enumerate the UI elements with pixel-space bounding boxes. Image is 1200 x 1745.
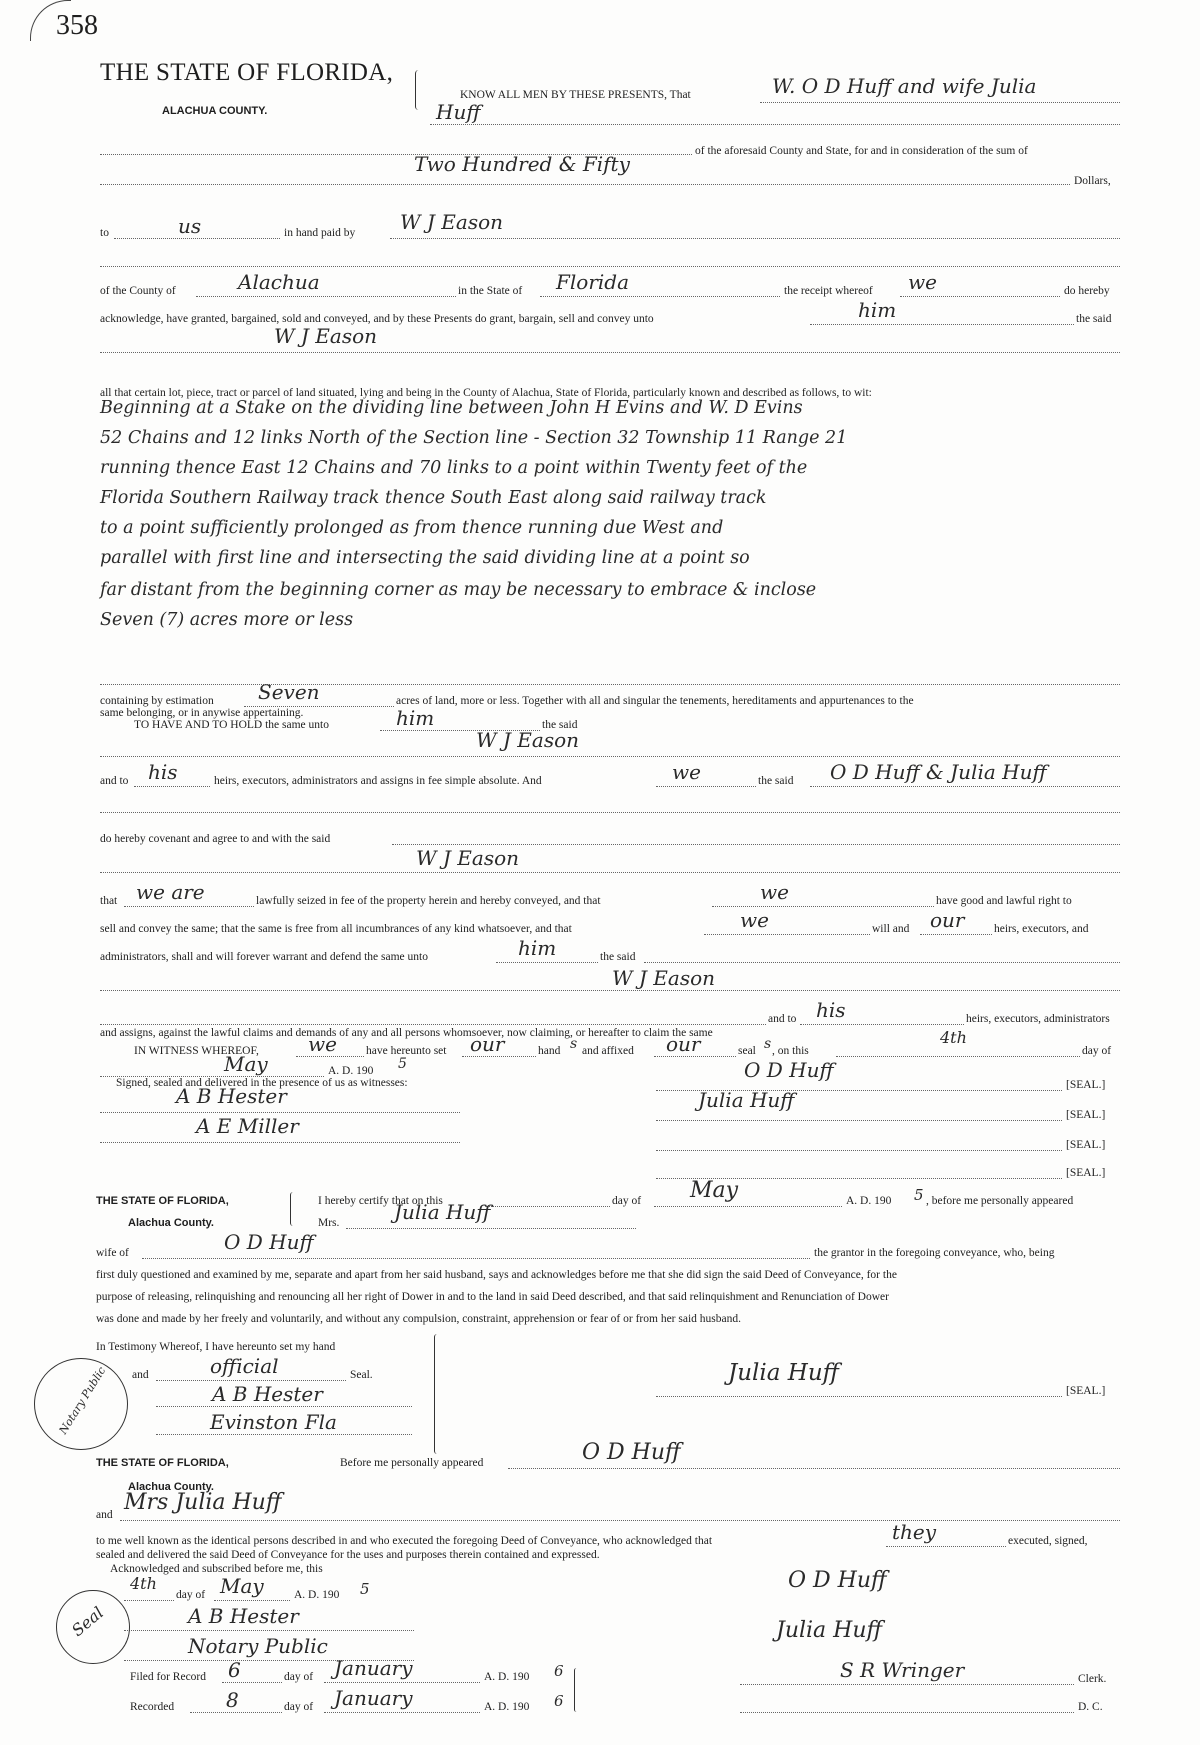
rule [100,1112,460,1113]
year-handwritten: 5 [360,1580,370,1598]
filed-year-handwritten: 6 [554,1662,564,1680]
known-text: to me well known as the identical persons described in and who executed the foregoing Deed of Conveyance, who acknowledged that [96,1535,713,1547]
rule [222,1682,282,1683]
rule [800,1024,964,1025]
rule [704,934,870,935]
rule [508,1468,1120,1469]
clerk-signature: S R Wringer [840,1658,965,1682]
mrs-label: Mrs. [318,1217,340,1229]
seal-bracket: [SEAL.] [1066,1079,1106,1091]
seal-bracket: [SEAL.] [1066,1139,1106,1151]
dc-label: D. C. [1078,1701,1103,1713]
page-number: 358 [56,10,98,41]
husband-handwritten: O D Huff [224,1230,314,1254]
and-affixed-label: and affixed [582,1045,634,1057]
rule [810,786,1120,787]
we-handwritten: we [740,908,769,932]
seized-text: lawfully seized in fee of the property herein and hereby conveyed, and that [256,895,601,907]
testimony-text: In Testimony Whereof, I have hereunto set my hand [96,1341,336,1353]
rule [656,1150,1062,1151]
rule [900,296,1060,297]
day-of-label: day of [176,1589,206,1601]
rule [156,1380,346,1381]
seal-bracket: [SEAL.] [1066,1109,1106,1121]
description-intro: all that certain lot, piece, tract or parcel of land situated, lying and being in the County of Alachua, State of Florida, particularly known and described as follows, to wit: [100,387,872,399]
year-handwritten: 5 [398,1056,407,1072]
rule [656,1120,1062,1121]
before-me-text: Before me personally appeared [340,1457,484,1469]
grantee-handwritten: W J Eason [612,966,715,990]
county-label: of the County of [100,285,176,297]
our-handwritten: our [470,1032,505,1056]
county-heading: ALACHUA COUNTY. [162,105,268,117]
filed-month-handwritten: January [334,1656,413,1680]
rule [712,906,934,907]
s-handwritten: s [570,1036,578,1052]
consideration-label: of the aforesaid County and State, for and in consideration of the sum of [695,145,1028,157]
grantor-signature: Julia Huff [698,1088,795,1112]
rule [644,962,1120,963]
rule [134,786,210,787]
grantors-handwritten-2: Huff [436,100,481,124]
filed-label: Filed for Record [130,1671,207,1683]
our-handwritten: our [930,908,965,932]
witness-signature: A B Hester [176,1084,287,1108]
ad-label: A. D. 190 [846,1195,892,1207]
rule [120,1520,1120,1521]
acres-text: acres of land, more or less. Together with all and singular the tenements, hereditaments and appurtenances to the [396,695,914,707]
rule [100,184,1070,185]
examination-line: first duly questioned and examined by me, separate and apart from her said husband, says and acknowledges before me that she did sign the said Deed of Conveyance, for the [96,1269,897,1281]
ad-label: A. D. 190 [294,1589,340,1601]
witness-signature: A E Miller [196,1114,299,1138]
will-and-label: will and [872,923,910,935]
county-handwritten: Alachua [238,270,320,294]
description-line: parallel with first line and intersecting the said dividing line at a point so [100,548,750,568]
heirs-exec-text: heirs, executors, and [994,923,1089,935]
grantor-signature: O D Huff [788,1568,887,1593]
ack-county-heading: Alachua County. [128,1217,214,1229]
we-handwritten: we [308,1032,337,1056]
day-of-label: day of [612,1195,642,1207]
before-me-text: , before me personally appeared [926,1195,1074,1207]
notary-signature: A B Hester [188,1604,299,1628]
rule [156,1434,412,1435]
notary-title-handwritten: Notary Public [188,1634,328,1658]
year-handwritten: 5 [914,1186,924,1204]
grantors-rule [760,102,1120,103]
containing-label: containing by estimation [100,695,214,707]
unto-handwritten: him [396,706,435,730]
in-witness-label: IN WITNESS WHEREOF, [134,1045,259,1057]
rule [324,1682,480,1683]
that-label: that [100,895,118,907]
grantors-handwritten: O D Huff & Julia Huff [830,760,1047,784]
the-said-label: the said [600,951,636,963]
the-said-label: the said [542,719,578,731]
on-this-label: , on this [772,1045,809,1057]
assigns-text: and assigns, against the lawful claims and demands of any and all persons whomsoever, now claiming, or hereafter to claim the same [100,1027,713,1039]
rule [100,756,1120,757]
examination-line: purpose of releasing, relinquishing and renouncing all her right of Dower in and to the land in said Deed described, and that said relinquishment and Renunciation of Dower [96,1291,889,1303]
recorded-day-handwritten: 8 [226,1688,239,1712]
our-handwritten: our [666,1032,701,1056]
seal-bracket: [SEAL.] [1066,1385,1106,1397]
recorded-year-handwritten: 6 [554,1692,564,1710]
official-handwritten: official [210,1354,279,1378]
rule [124,1600,174,1601]
wife-signature: Julia Huff [728,1360,839,1386]
description-line: Seven (7) acres more or less [100,610,354,630]
ack-brace [290,1192,296,1226]
we-are-handwritten: we are [136,880,205,904]
seal-word: Seal. [350,1369,373,1381]
notary-handwritten: A B Hester [212,1382,323,1406]
and-to-label: and to [768,1013,797,1025]
grantor-signature: Julia Huff [776,1618,883,1643]
rule [196,296,456,297]
day-of-label: day of [1082,1045,1112,1057]
grantee-handwritten: W J Eason [476,728,579,752]
rule [156,1406,412,1407]
rule [654,1206,842,1207]
seal-bracket: [SEAL.] [1066,1167,1106,1179]
signed-sealed-text: Signed, sealed and delivered in the presence of us as witnesses: [116,1077,408,1089]
rule [296,1056,364,1057]
description-line: Florida Southern Railway track thence South East along said railway track [100,488,767,508]
rule [214,1600,290,1601]
rule [810,324,1074,325]
the-said-label: the said [1076,313,1112,325]
notary-seal-text: Notary Public [56,1364,109,1437]
day-handwritten: 4th [130,1574,157,1593]
rule [462,1056,536,1057]
rule [740,1712,1074,1713]
month-handwritten: May [690,1178,739,1203]
sell-convey-text: sell and convey the same; that the same is free from all incumbrances of any kind whatsoever, and that [100,923,572,935]
and-label: and [132,1369,149,1381]
payer-handwritten: W J Eason [400,210,503,234]
recorded-label: Recorded [130,1701,175,1713]
grantor-text: the grantor in the foregoing conveyance, who, being [814,1247,1055,1259]
rule [114,238,280,239]
sealed-delivered-text: sealed and delivered the said Deed of Conveyance for the uses and purposes therein contained and expressed. [96,1549,600,1561]
day-handwritten: 4th [940,1028,967,1047]
we-handwritten: we [672,760,701,784]
description-line: to a point sufficiently prolonged as from thence running due West and [100,518,724,538]
mrs-handwritten: Julia Huff [394,1200,491,1224]
rule [324,1712,480,1713]
rule [740,1684,1074,1685]
payee-handwritten: us [178,214,202,238]
rule [100,1024,766,1025]
we-handwritten: we [760,880,789,904]
examination-line: was done and made by her freely and voluntarily, and without any compulsion, constraint, apprehension or fear of or from her said husband. [96,1313,741,1325]
grantee-handwritten: W J Eason [416,846,519,870]
dollars-label: Dollars, [1074,175,1111,187]
rule [190,1712,282,1713]
month-handwritten: May [224,1052,268,1076]
know-all-men: KNOW ALL MEN BY THESE PRESENTS, That [460,89,691,101]
heirs-text: heirs, executors, administrators and assigns in fee simple absolute. And [214,775,542,787]
rule [656,1396,1062,1397]
covenant-text: do hereby covenant and agree to and with the said [100,833,331,845]
wife-of-label: wife of [96,1247,129,1259]
rule [390,238,1120,239]
acknowledge-text: acknowledge, have granted, bargained, sold and conveyed, and by these Presents do grant, bargain, sell and convey unto [100,313,654,325]
rule [124,906,254,907]
rule [100,812,1120,813]
rule [656,786,756,787]
rule [100,1142,460,1143]
ack2-state-heading: THE STATE OF FLORIDA, [96,1457,229,1469]
filed-day-handwritten: 6 [228,1658,241,1682]
state-handwritten: Florida [556,270,629,294]
rule [654,1056,736,1057]
acknowledged-text: Acknowledged and subscribed before me, this [110,1563,323,1575]
his-handwritten: his [816,998,846,1022]
ad-label: A. D. 190 [484,1671,530,1683]
rule [430,124,1120,125]
notary-seal-text: Seal [67,1602,108,1641]
rule [540,296,780,297]
rule [886,1546,1006,1547]
and-label: and [96,1509,113,1521]
day-of-label: day of [284,1701,314,1713]
unto-handwritten: him [858,298,897,322]
rule [100,266,1120,267]
description-line: running thence East 12 Chains and 70 links to a point within Twenty feet of the [100,458,808,478]
rule [100,990,1120,991]
month-handwritten: May [220,1574,264,1598]
same-belonging: same belonging, or in anywise appertaining. [100,707,304,719]
recording-brace [574,1668,579,1712]
rule [346,1228,636,1229]
paid-by-label: in hand paid by [284,227,356,239]
recorded-month-handwritten: January [334,1686,413,1710]
to-label: to [100,227,109,239]
header-brace [415,70,422,110]
they-handwritten: they [892,1520,937,1544]
rule [142,1258,810,1259]
ack2-county-heading: Alachua County. [128,1481,214,1493]
rule [836,1056,1080,1057]
amount-handwritten: Two Hundred & Fifty [414,152,630,176]
rule [392,844,1120,845]
rule [486,1206,610,1207]
state-label: in the State of [458,285,523,297]
heirs-exec-admin-text: heirs, executors, administrators [966,1013,1110,1025]
person2-handwritten: Mrs Julia Huff [124,1490,282,1515]
s-handwritten: s [764,1036,772,1052]
and-to-label: and to [100,775,129,787]
administrators-text: administrators, shall and will forever warrant and defend the same unto [100,951,428,963]
rule [920,934,992,935]
grantors-handwritten: W. O D Huff and wife Julia [772,74,1037,98]
hand-label: hand [538,1045,561,1057]
description-line: far distant from the beginning corner as may be necessary to embrace & inclose [100,580,817,600]
ad-label: A. D. 190 [328,1065,374,1077]
day-of-label: day of [284,1671,314,1683]
to-have-label: TO HAVE AND TO HOLD the same unto [134,719,329,731]
rule [100,352,1120,353]
the-said-label: the said [758,775,794,787]
clerk-label: Clerk. [1078,1673,1107,1685]
ad-label: A. D. 190 [484,1701,530,1713]
description-line: 52 Chains and 12 links North of the Section line - Section 32 Township 11 Range 21 [100,428,848,448]
his-handwritten: his [148,760,178,784]
have-hereunto-label: have hereunto set [366,1045,447,1057]
him-handwritten: him [518,936,557,960]
seal-label: seal [738,1045,756,1057]
grantee-handwritten: W J Eason [274,324,377,348]
rule [124,1630,414,1631]
person-handwritten: O D Huff [582,1440,681,1465]
ack-state-heading: THE STATE OF FLORIDA, [96,1195,229,1207]
description-line: Beginning at a Stake on the dividing line between John H Evins and W. D Evins [100,398,803,418]
executed-signed-label: executed, signed, [1008,1535,1088,1547]
have-good-text: have good and lawful right to [936,895,1072,907]
receipt-handwritten: we [908,270,937,294]
rule [100,872,1120,873]
state-heading: THE STATE OF FLORIDA, [100,59,394,86]
rule [496,962,598,963]
rule [100,684,1120,685]
testimony-brace [434,1334,440,1454]
grantor-signature: O D Huff [744,1058,834,1082]
acres-handwritten: Seven [258,680,320,704]
receipt-label: the receipt whereof [784,285,873,297]
place-handwritten: Evinston Fla [210,1410,337,1434]
certify-text: I hereby certify that on this [318,1195,443,1207]
do-hereby-label: do hereby [1064,285,1110,297]
